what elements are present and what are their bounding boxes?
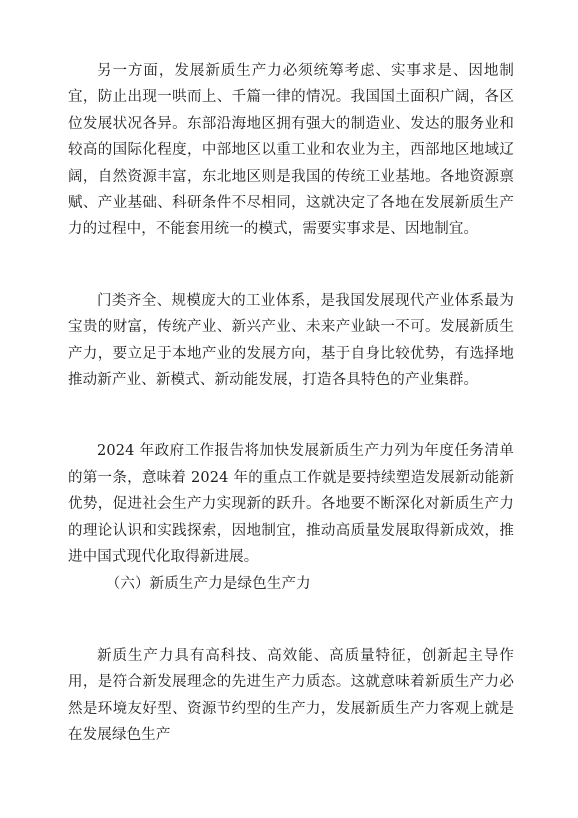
- paragraph-regional-development: 另一方面，发展新质生产力必须统筹考虑、实事求是、因地制宜，防止出现一哄而上、千篇一律的情况。我国国土面积广阔，各区位发展状况各异。东部沿海地区拥有强大的制造业、发达的服务业和较高的国际化程度，中部地区以重工业和农业为主，西部地区地域辽阔，自然资源丰富，东北地区则是我国的传统工业基地。各地资源禀赋、产业基础、科研条件不尽相同，这就决定了各地在发展新质生产力的过程中，不能套用统一的模式，需要实事求是、因地制宜。: [68, 63, 514, 238]
- section-heading: （六）新质生产力是绿色生产力: [105, 575, 311, 592]
- paragraph-green-productivity: 新质生产力具有高科技、高效能、高质量特征，创新起主导作用，是符合新发展理念的先进生产力质态。这就意味着新质生产力必然是环境友好型、资源节约型的生产力，发展新质生产力客观上就是在发展绿色生产: [68, 647, 514, 744]
- document-page: [68, 58, 514, 749]
- paragraph-government-report: 2024 年政府工作报告将加快发展新质生产力列为年度任务清单的第一条，意味着 2024 年的重点工作就是要持续塑造发展新动能新优势，促进社会生产力实现新的跃升。各地要不断深化对新质生产力的理论认识和实践探索，因地制宜，推动高质量发展取得新成效，推进中国式现代化取得新进展。: [68, 443, 514, 566]
- paragraph-industrial-system: 门类齐全、规模庞大的工业体系，是我国发展现代产业体系最为宝贵的财富，传统产业、新兴产业、未来产业缺一不可。发展新质生产力，要立足于本地产业的发展方向，基于自身比较优势，有选择地推动新产业、新模式、新动能发展，打造各具特色的产业集群。: [68, 292, 514, 389]
